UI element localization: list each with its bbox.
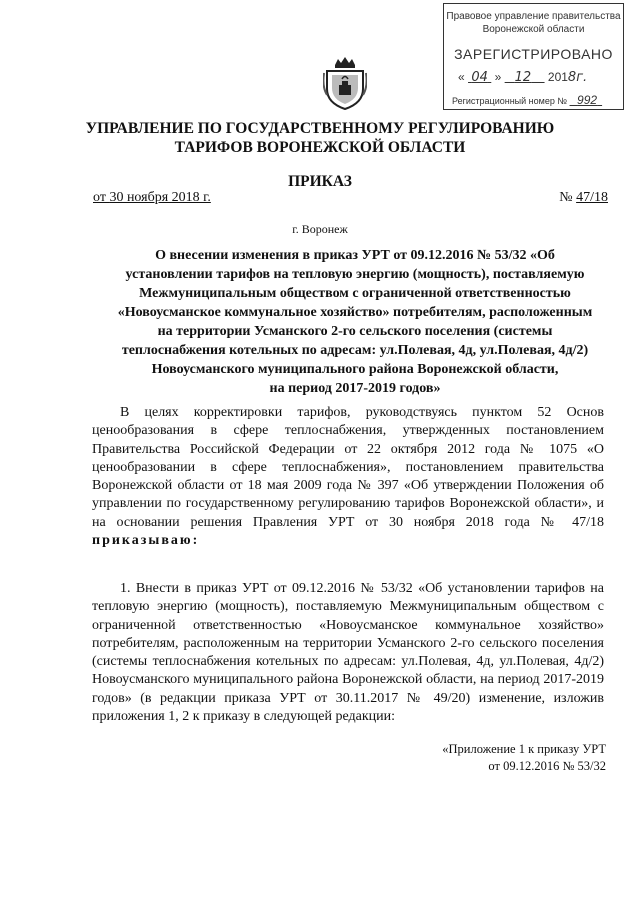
stamp-month: 12 <box>514 70 532 85</box>
appendix-line-1: «Приложение 1 к приказу УРТ <box>442 742 606 756</box>
stamp-open-quote: « <box>458 70 465 84</box>
city: г. Воронеж <box>292 222 348 236</box>
stamp-year-prefix: 201 <box>547 70 568 84</box>
appendix-reference <box>442 741 606 775</box>
number-prefix: № <box>559 190 577 205</box>
document-number <box>559 190 608 206</box>
number-value: 47/18 <box>576 190 608 205</box>
date-prefix: от <box>93 190 110 205</box>
stamp-authority-line2: Воронежской области <box>482 24 585 35</box>
subject-line: Межмуниципальным обществом с ограниченной ответственностью <box>139 286 571 301</box>
subject-line: на территории Усманского 2-го сельского поселения (системы <box>157 324 553 339</box>
subject-line: теплоснабжения котельных по адресам: ул.Полевая, 4д, ул.Полевая, 4д/2) <box>121 343 589 358</box>
org-line-2: ТАРИФОВ ВОРОНЕЖСКОЙ ОБЛАСТИ <box>174 139 466 156</box>
preamble-paragraph <box>92 404 604 550</box>
stamp-registered-label: ЗАРЕГИСТРИРОВАНО <box>454 46 613 62</box>
subject-line: установлении тарифов на тепловую энергию (мощность), поставляемую <box>125 267 585 282</box>
appendix-line-2: от 09.12.2016 № 53/32 <box>488 759 606 773</box>
coat-of-arms-icon <box>323 55 367 111</box>
preamble-text: В целях корректировки тарифов, руководствуясь пунктом 52 Основ ценообразования в сфере теплоснабжения, утвержденных постановлением Правительства Российской Федерации от 22 октября 2012 года № 1075 «О ценообразовании в сфере теплоснабжения», постановлением правительства Воронежской области от 18 мая 2009 года № 397 «Об утверждении Положения об управлении по государственному регулированию тарифов Воронежской области», и на основании решения Правления УРТ от 30 ноября 2018 года № 47/18 <box>92 405 604 530</box>
subject-line: Новоусманского муниципального района Воронежской области, <box>151 362 559 377</box>
date-value: 30 ноября 2018 г. <box>109 190 211 205</box>
document-type: ПРИКАЗ <box>288 173 352 190</box>
order-word: приказываю: <box>92 533 200 549</box>
stamp-reg-number-label: Регистрационный номер № <box>452 96 568 106</box>
stamp-reg-number-row <box>452 93 602 107</box>
org-line-1: УПРАВЛЕНИЕ ПО ГОСУДАРСТВЕННОМУ РЕГУЛИРОВАНИЮ <box>85 120 555 137</box>
stamp-close-quote: » <box>494 70 502 84</box>
stamp-authority-line1: Правовое управление правительства <box>446 11 621 22</box>
subject-line: на период 2017-2019 годов» <box>269 381 441 396</box>
stamp-year-suffix: 8г. <box>567 70 588 85</box>
document-subject <box>95 246 615 398</box>
organization-name <box>0 119 640 157</box>
stamp-day: 04 <box>471 70 488 85</box>
clause-1-paragraph: 1. Внести в приказ УРТ от 09.12.2016 № 53/32 «Об установлении тарифов на тепловую энергию (мощность), поставляемую Межмуниципальным обществом с ограниченной ответственностью «Новоусманское коммунальное хозяйство» потребителям, расположенным на территории Усманского 2-го сельского поселения (системы теплоснабжения котельных по адресам: ул.Полевая, 4д, ул.Полевая, 4д/2) Новоусманского муниципального района Воронежской области, на период 2017-2019 годов» (в редакции приказа УРТ от 30.11.2017 № 49/20) изменение, изложив приложения 1, 2 к приказу в следующей редакции: <box>92 581 604 725</box>
document-date <box>93 190 211 206</box>
stamp-date <box>458 70 587 85</box>
registration-stamp <box>443 3 624 110</box>
subject-line: «Новоусманское коммунальное хозяйство» потребителям, расположенным <box>117 305 593 320</box>
stamp-reg-number: 992 <box>577 93 598 107</box>
subject-line: О внесении изменения в приказ УРТ от 09.12.2016 № 53/32 «Об <box>155 248 555 263</box>
